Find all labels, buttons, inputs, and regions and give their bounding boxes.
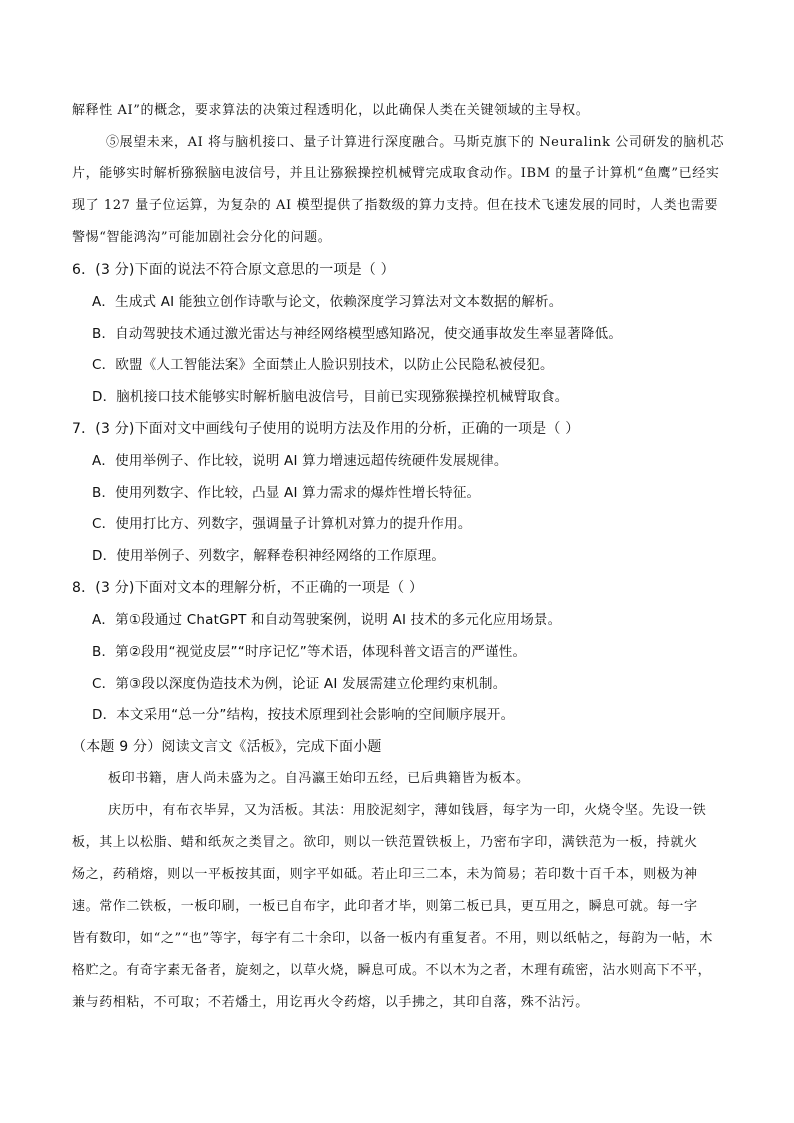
classical-text-line: 板，其上以松脂、蜡和纸灰之类冒之。欲印，则以一铁范置铁板上，乃密布字印，满铁范为一板，持就火 (72, 835, 698, 850)
classical-text-line: 板印书籍，唐人尚未盛为之。自冯瀛王始印五经，已后典籍皆为板本。 (108, 771, 530, 786)
paragraph-5-line: 片，能够实时解析猕猴脑电波信号，并且让猕猴操控机械臂完成取食动作。IBM 的量子计算机“鱼鹰”已经实 (72, 166, 720, 181)
question-7-option-b: B．使用列数字、作比较，凸显 AI 算力需求的爆炸性增长特征。 (92, 485, 481, 501)
paragraph-5-line: 警惕“智能鸿沟”可能加剧社会分化的问题。 (72, 230, 332, 245)
question-8-stem: 8．(3 分)下面对文本的理解分析，不正确的一项是（ ） (72, 580, 424, 596)
classical-intro: （本题 9 分）阅读文言文《活板》，完成下面小题 (72, 739, 382, 755)
question-6-option-b: B．自动驾驶技术通过激光雷达与神经网络模型感知路况，使交通事故发生率显著降低。 (92, 326, 623, 342)
question-8-option-a: A．第①段通过 ChatGPT 和自动驾驶案例，说明 AI 技术的多元化应用场景。 (92, 612, 562, 628)
question-6-stem: 6．(3 分)下面的说法不符合原文意思的一项是（ ） (72, 262, 395, 278)
classical-text-line: 庆历中，有布衣毕昇，又为活板。其法：用胶泥刻字，薄如钱唇，每字为一印，火烧令坚。先设一铁 (108, 803, 707, 818)
classical-text-line: 兼与药相粘，不可取；不若燔土，用讫再火令药熔，以手拂之，其印自落，殊不沾污。 (72, 995, 589, 1010)
question-7-option-c: C．使用打比方、列数字，强调量子计算机对算力的提升作用。 (92, 516, 472, 532)
paragraph-5-line: ⑤展望未来，AI 将与脑机接口、量子计算进行深度融合。马斯克旗下的 Neuralink 公司研发的脑机芯 (106, 135, 725, 150)
question-6-option-a: A．生成式 AI 能独立创作诗歌与论文，依赖深度学习算法对文本数据的解析。 (92, 294, 563, 310)
question-7-stem: 7．(3 分)下面对文中画线句子使用的说明方法及作用的分析，正确的一项是（ ） (72, 421, 580, 437)
question-7-option-a: A．使用举例子、作比较，说明 AI 算力增速远超传统硬件发展规律。 (92, 453, 508, 469)
question-8-option-c: C．第③段以深度伪造技术为例，论证 AI 发展需建立伦理约束机制。 (92, 676, 507, 692)
question-6-option-d: D．脑机接口技术能够实时解析脑电波信号，目前已实现猕猴操控机械臂取食。 (92, 389, 569, 405)
question-6-option-c: C．欧盟《人工智能法案》全面禁止人脸识别技术，以防止公民隐私被侵犯。 (92, 357, 554, 373)
classical-text-line: 格贮之。有奇字素无备者，旋刻之，以草火烧，瞬息可成。不以木为之者，木理有疏密，沾水则高下不平， (72, 963, 712, 978)
question-8-option-d: D．本文采用“总一分”结构，按技术原理到社会影响的空间顺序展开。 (92, 707, 515, 723)
classical-text-line: 皆有数印，如“之”“也”等字，每字有二十余印，以备一板内有重复者。不用，则以纸帖之，每韵为一帖，木 (72, 931, 713, 946)
classical-text-line: 速。常作二铁板，一板印刷，一板已自布字，此印者才毕，则第二板已具，更互用之，瞬息可就。每一字 (72, 899, 698, 914)
paragraph-5-line: 现了 127 量子位运算，为复杂的 AI 模型提供了指数级的算力支持。但在技术飞速发展的同时，人类也需要 (72, 198, 719, 213)
classical-text-line: 炀之，药稍熔，则以一平板按其面，则字平如砥。若止印三二本，未为简易；若印数十百千本，则极为神 (72, 867, 698, 882)
passage-line: 解释性 AI”的概念，要求算法的决策过程透明化，以此确保人类在关键领域的主导权。 (72, 103, 590, 118)
question-8-option-b: B．第②段用“视觉皮层”“时序记忆”等术语，体现科普文语言的严谨性。 (92, 644, 527, 660)
question-7-option-d: D．使用举例子、列数字，解释卷积神经网络的工作原理。 (92, 548, 446, 564)
